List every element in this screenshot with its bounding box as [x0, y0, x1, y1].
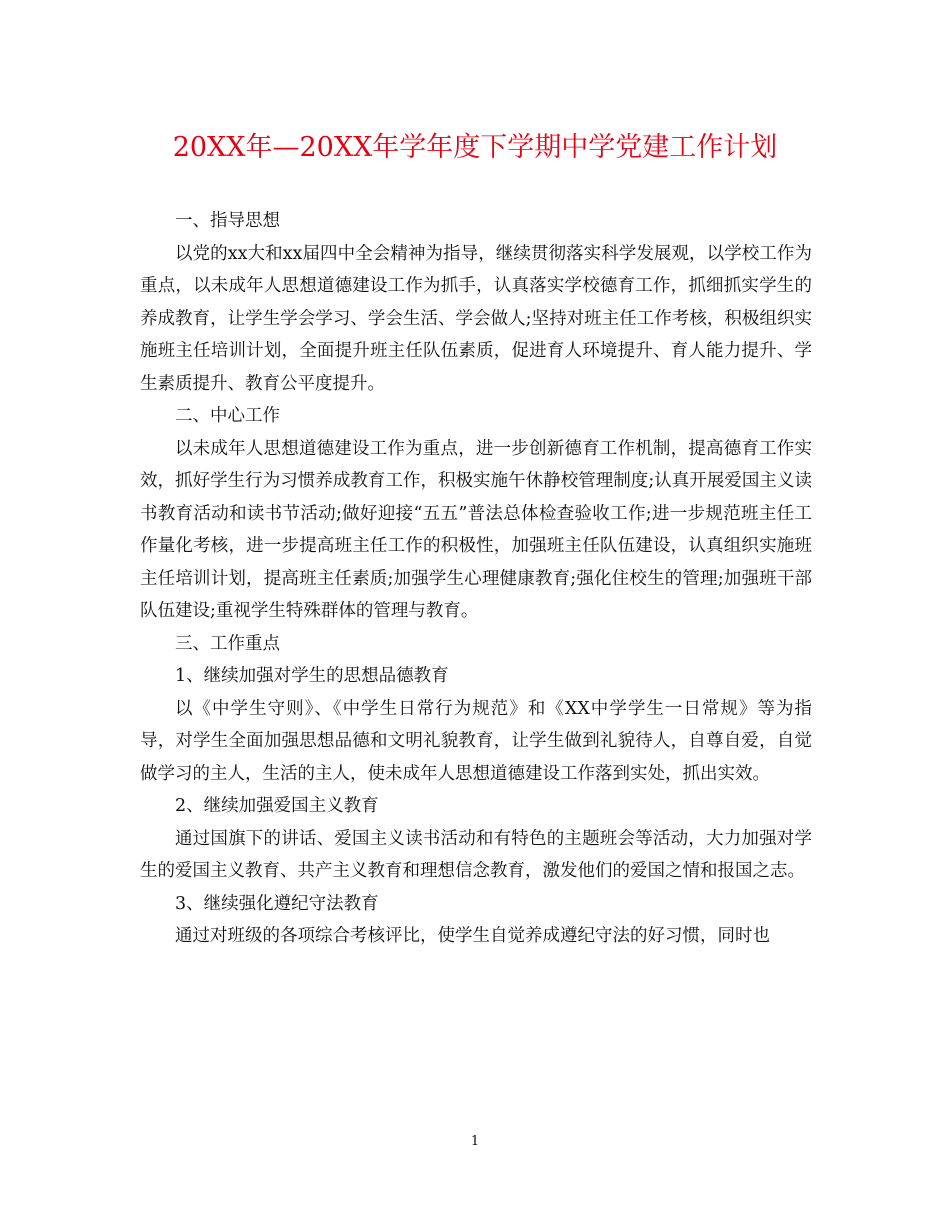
- document-body: [140, 205, 812, 953]
- paragraph-central-work: 以未成年人思想道德建设工作为重点，进一步创新德育工作机制，提高德育工作实效，抓好学生行为习惯养成教育工作，积极实施午休静校管理制度;认真开展爱国主义读书教育活动和读书节活动;做好迎接“五五”普法总体检查验收工作;进一步规范班主任工作量化考核，进一步提高班主任工作的积极性，加强班主任队伍建设，认真组织实施班主任培训计划，提高班主任素质;加强学生心理健康教育;强化住校生的管理;加强班干部队伍建设;重视学生特殊群体的管理与教育。: [140, 438, 812, 621]
- subheading-moral-education: 1、继续加强对学生的思想品德教育: [175, 666, 449, 686]
- paragraph-guiding-ideology: 以党的xx大和xx届四中全会精神为指导，继续贯彻落实科学发展观，以学校工作为重点，以未成年人思想道德建设工作为抓手，认真落实学校德育工作，抓细抓实学生的养成教育，让学生学会学习、学会生活、学会做人;坚持对班主任工作考核，积极组织实施班主任培训计划，全面提升班主任队伍素质，促进育人环境提升、育人能力提升、学生素质提升、教育公平度提升。: [140, 243, 812, 394]
- document-title: 20XX年—20XX年学年度下学期中学党建工作计划: [172, 132, 778, 163]
- subheading-law-education: 3、继续强化遵纪守法教育: [175, 893, 379, 914]
- section-heading-central-work: 二、中心工作: [175, 406, 280, 426]
- paragraph-patriotic-education: 通过国旗下的讲话、爱国主义读书活动和有特色的主题班会等活动，大力加强对学生的爱国主义教育、共产主义教育和理想信念教育，激发他们的爱国之情和报国之志。: [140, 828, 812, 881]
- subheading-patriotic-education: 2、继续加强爱国主义教育: [175, 796, 379, 816]
- paragraph-law-education: 通过对班级的各项综合考核评比，使学生自觉养成遵纪守法的好习惯，同时也: [175, 926, 770, 946]
- paragraph-moral-education: 以《中学生守则》、《中学生日常行为规范》和《XX中学学生一日常规》等为指导，对学生全面加强思想品德和文明礼貌教育，让学生做到礼貌待人，自尊自爱，自觉做学习的主人，生活的主人，使未成年人思想道德建设工作落到实处，抓出实效。: [140, 698, 812, 784]
- section-heading-guiding-ideology: 一、指导思想: [175, 211, 280, 231]
- page-number: 1: [470, 1134, 480, 1149]
- section-heading-work-focus: 三、工作重点: [175, 633, 280, 654]
